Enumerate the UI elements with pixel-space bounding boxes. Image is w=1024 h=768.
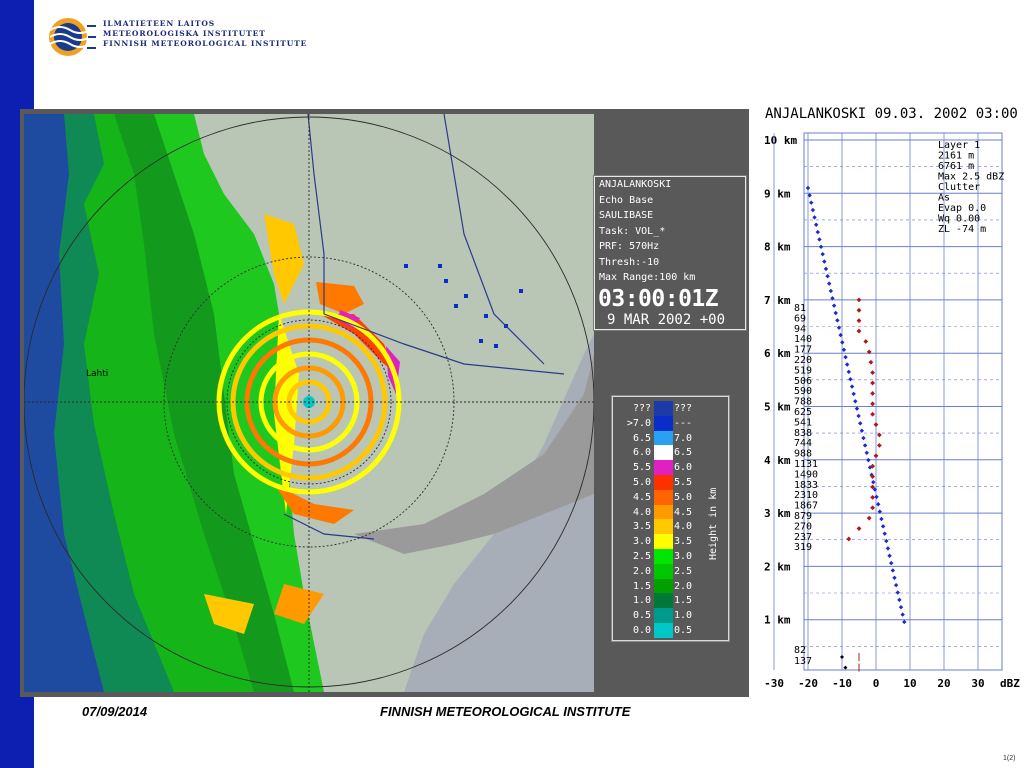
profile-blue-point — [861, 436, 865, 440]
legend-swatch — [654, 519, 673, 534]
profile-blue-point — [829, 289, 833, 293]
legend-high-value: 5.5 — [674, 477, 693, 488]
profile-height-label: 10 km — [764, 134, 798, 147]
info-thresh: Thresh:-10 — [599, 256, 660, 268]
profile-blue-point — [879, 517, 883, 521]
profile-layer-info: Evap 0.0 — [938, 203, 987, 214]
profile-count-label: 1490 — [794, 469, 819, 481]
legend-high-value: 3.5 — [674, 536, 693, 548]
profile-count-label: 744 — [794, 438, 813, 450]
profile-blue-point — [886, 546, 890, 550]
profile-blue-point — [897, 598, 901, 602]
profile-layer-info: Clutter — [938, 182, 981, 193]
legend-swatch — [654, 490, 673, 505]
profile-x-label: 10 — [903, 677, 917, 690]
legend-title: Height in km — [708, 487, 719, 560]
profile-red-point — [846, 537, 851, 542]
profile-height-label: 2 km — [764, 560, 791, 574]
legend-low-value: 1.5 — [632, 580, 651, 592]
organization-names — [103, 19, 307, 49]
legend-swatch — [654, 608, 673, 623]
profile-red-point — [857, 298, 862, 303]
profile-height-label: 8 km — [764, 240, 791, 254]
profile-black-point — [840, 655, 844, 659]
profile-count-label: 2310 — [794, 490, 819, 502]
profile-blue-point — [892, 576, 896, 580]
profile-count-label: 220 — [794, 355, 813, 366]
profile-count-label: 69 — [794, 313, 807, 325]
profile-blue-point — [824, 267, 828, 271]
profile-red-point — [857, 318, 862, 323]
profile-count-label: 81 — [794, 303, 807, 314]
profile-height-label: 7 km — [764, 293, 791, 307]
profile-blue-point — [883, 531, 887, 535]
profile-black-point — [843, 666, 847, 670]
profile-blue-point — [863, 443, 867, 447]
profile-count-label: 1131 — [794, 459, 819, 470]
legend-row — [613, 608, 728, 623]
profile-blue-point — [834, 311, 838, 315]
profile-blue-point — [806, 186, 810, 190]
profile-count-label: 541 — [794, 417, 813, 429]
profile-layer-info: Layer 1 — [938, 140, 981, 151]
legend-swatch — [654, 549, 673, 564]
profile-blue-point — [851, 392, 855, 396]
profile-blue-point — [881, 524, 885, 528]
profile-count-label: 237 — [794, 531, 813, 543]
footer-organization: FINNISH METEOROLOGICAL INSTITUTE — [380, 704, 631, 719]
info-range: Max Range:100 km — [599, 272, 696, 283]
profile-blue-point — [853, 399, 857, 403]
profile-blue-point — [814, 223, 818, 227]
legend-high-value: 4.0 — [674, 521, 693, 533]
legend-high-value: 6.0 — [674, 462, 693, 474]
profile-height-label: 6 km — [764, 347, 791, 361]
profile-blue-point — [825, 274, 829, 278]
legend-swatch — [654, 460, 673, 475]
profile-blue-point — [843, 355, 847, 359]
profile-blue-point — [891, 568, 895, 572]
org-name-fi: ILMATIETEEN LAITOS — [103, 19, 216, 28]
legend-swatch — [654, 475, 673, 490]
profile-blue-point — [874, 495, 878, 499]
legend-row — [613, 579, 728, 594]
profile-count-label: 988 — [794, 448, 813, 460]
profile-count-label: 270 — [794, 521, 813, 533]
profile-blue-point — [902, 620, 906, 624]
info-product: Echo Base — [599, 194, 654, 206]
legend-low-value: 0.0 — [632, 625, 651, 636]
profile-count-label: 788 — [794, 396, 813, 408]
profile-blue-point — [847, 370, 851, 374]
legend-swatch — [654, 401, 673, 416]
profile-blue-point — [876, 502, 880, 506]
legend-row — [613, 416, 728, 431]
profile-height-label: 9 km — [764, 187, 791, 201]
legend-low-value: 5.0 — [632, 477, 651, 488]
footer-date: 07/09/2014 — [82, 704, 148, 719]
profile-count-label: 590 — [794, 386, 813, 398]
legend-high-value: 7.0 — [674, 432, 693, 444]
profile-layer-info: Wq 0.00 — [938, 213, 981, 225]
page-number: 1(2) — [1003, 755, 1016, 762]
profile-x-label: 0 — [872, 677, 880, 690]
profile-blue-point — [835, 318, 839, 322]
legend-swatch — [654, 534, 673, 549]
legend-high-value: 5.0 — [674, 491, 693, 503]
profile-blue-point — [856, 414, 860, 418]
profile-blue-point — [820, 252, 824, 256]
profile-height-label: 4 km — [764, 453, 791, 467]
profile-blue-point — [850, 384, 854, 388]
profile-blue-point — [809, 200, 813, 204]
profile-x-label: -10 — [832, 677, 852, 690]
legend-low-value: 4.0 — [632, 506, 651, 518]
profile-title: ANJALANKOSKI 09.03. 2002 03:00 — [765, 106, 1018, 122]
profile-red-point — [867, 516, 872, 521]
profile-red-point — [870, 495, 875, 500]
legend-swatch — [654, 593, 673, 608]
legend-high-value: --- — [674, 417, 693, 429]
profile-count-label: 94 — [794, 323, 807, 335]
legend-high-value: 4.5 — [674, 506, 693, 518]
profile-x-label: 20 — [937, 677, 951, 690]
profile-blue-point — [866, 458, 870, 462]
profile-height-label: 3 km — [764, 507, 791, 521]
legend-high-value: 1.5 — [674, 595, 693, 607]
legend-high-value: 2.5 — [674, 565, 693, 577]
profile-bottom-count: 137 — [794, 656, 813, 667]
profile-red-point — [877, 443, 882, 448]
legend-row — [613, 564, 728, 579]
legend-low-value: 3.5 — [632, 521, 651, 533]
profile-layer-info: Max 2.5 dBZ — [938, 171, 1005, 183]
legend-low-value: 5.5 — [632, 462, 651, 474]
profile-red-point — [874, 453, 879, 458]
profile-count-label: 625 — [794, 407, 813, 418]
profile-red-point — [870, 381, 875, 386]
org-name-en: FINNISH METEOROLOGICAL INSTITUTE — [103, 39, 308, 48]
profile-height-label: 1 km — [764, 613, 791, 627]
profile-red-point — [870, 370, 875, 375]
profile-red-point — [869, 360, 874, 365]
profile-blue-point — [811, 208, 815, 212]
profile-layer-info: 2161 m — [938, 150, 975, 162]
profile-blue-point — [900, 612, 904, 616]
profile-bottom-count: 82 — [794, 645, 807, 656]
legend-swatch — [654, 445, 673, 460]
profile-blue-point — [812, 215, 816, 219]
profile-blue-point — [816, 230, 820, 234]
profile-count-label: 879 — [794, 511, 813, 522]
profile-count-label: 506 — [794, 375, 813, 387]
legend-low-value: 4.5 — [632, 491, 651, 503]
profile-blue-point — [894, 583, 898, 587]
legend-high-value: 3.0 — [674, 551, 693, 562]
radar-info-box — [594, 176, 746, 330]
legend-low-value: 6.5 — [632, 432, 651, 444]
profile-red-point — [857, 308, 862, 313]
legend-swatch — [654, 564, 673, 579]
profile-blue-point — [848, 377, 852, 381]
legend-high-value: 2.0 — [674, 580, 693, 592]
vertical-profile-chart — [760, 128, 1024, 693]
legend-low-value: 3.0 — [632, 536, 651, 548]
profile-red-point — [857, 526, 862, 531]
profile-layer-info: ZL -74 m — [938, 224, 987, 235]
profile-count-label: 1833 — [794, 479, 819, 491]
profile-x-label: 30 — [971, 677, 985, 690]
profile-count-label: 177 — [794, 344, 813, 356]
profile-blue-point — [899, 605, 903, 609]
profile-layer-info: 6761 m — [938, 161, 975, 172]
info-time: 03:00:01Z — [598, 285, 719, 312]
profile-height-label: 5 km — [764, 400, 791, 414]
profile-count-label: 319 — [794, 542, 813, 554]
info-code: SAULIBASE — [599, 210, 654, 221]
profile-red-point — [863, 339, 868, 344]
profile-blue-point — [827, 281, 831, 285]
legend-low-value: 2.0 — [632, 565, 651, 577]
profile-x-label: dBZ — [1000, 677, 1020, 690]
profile-red-point — [870, 412, 875, 417]
info-task: Task: VOL_* — [599, 225, 666, 237]
profile-red-point — [870, 391, 875, 396]
legend-low-value: 6.0 — [632, 447, 651, 459]
legend-low-value: 2.5 — [632, 551, 651, 562]
legend-swatch — [654, 623, 673, 638]
profile-red-point — [870, 401, 875, 406]
legend-swatch — [654, 505, 673, 520]
profile-count-label: 1867 — [794, 500, 819, 512]
profile-blue-point — [871, 480, 875, 484]
legend-high-value: 1.0 — [674, 610, 693, 622]
profile-count-label: 519 — [794, 365, 813, 377]
legend-swatch — [654, 579, 673, 594]
info-prf: PRF: 570Hz — [599, 241, 660, 252]
profile-blue-point — [832, 303, 836, 307]
legend-low-value: ??? — [632, 403, 651, 414]
profile-blue-point — [858, 421, 862, 425]
profile-blue-point — [887, 554, 891, 558]
profile-blue-point — [855, 406, 859, 410]
profile-x-label: -20 — [798, 677, 818, 690]
legend-high-value: 0.5 — [674, 625, 693, 636]
legend-row — [613, 593, 728, 608]
profile-blue-point — [896, 590, 900, 594]
legend-row — [613, 401, 728, 416]
info-station: ANJALANKOSKI — [599, 179, 672, 190]
profile-red-point — [870, 505, 875, 510]
org-name-sv: METEOROLOGISKA INSTITUTET — [103, 29, 266, 38]
profile-blue-point — [837, 326, 841, 330]
profile-blue-point — [819, 245, 823, 249]
profile-count-label: 838 — [794, 427, 813, 439]
profile-blue-point — [865, 451, 869, 455]
legend-swatch — [654, 416, 673, 431]
legend-high-value: ??? — [674, 403, 693, 414]
legend-low-value: >7.0 — [626, 417, 651, 429]
profile-red-point — [874, 422, 879, 427]
legend-low-value: 1.0 — [632, 595, 651, 607]
radar-echo-map — [24, 114, 594, 692]
info-date: 9 MAR 2002 +00 — [607, 311, 726, 328]
legend-low-value: 0.5 — [632, 610, 651, 622]
profile-blue-point — [889, 561, 893, 565]
profile-red-point — [857, 329, 862, 334]
legend-high-value: 6.5 — [674, 447, 693, 459]
profile-blue-point — [845, 362, 849, 366]
map-city-label: Lahti — [86, 369, 109, 379]
profile-blue-point — [860, 428, 864, 432]
profile-blue-point — [840, 340, 844, 344]
legend-swatch — [654, 431, 673, 446]
profile-blue-point — [822, 259, 826, 263]
fmi-logo-icon — [46, 16, 96, 58]
profile-count-label: 140 — [794, 334, 813, 346]
profile-layer-info: As — [938, 192, 951, 204]
legend-row — [613, 623, 728, 638]
profile-blue-point — [817, 237, 821, 241]
profile-x-label: -30 — [764, 677, 784, 690]
